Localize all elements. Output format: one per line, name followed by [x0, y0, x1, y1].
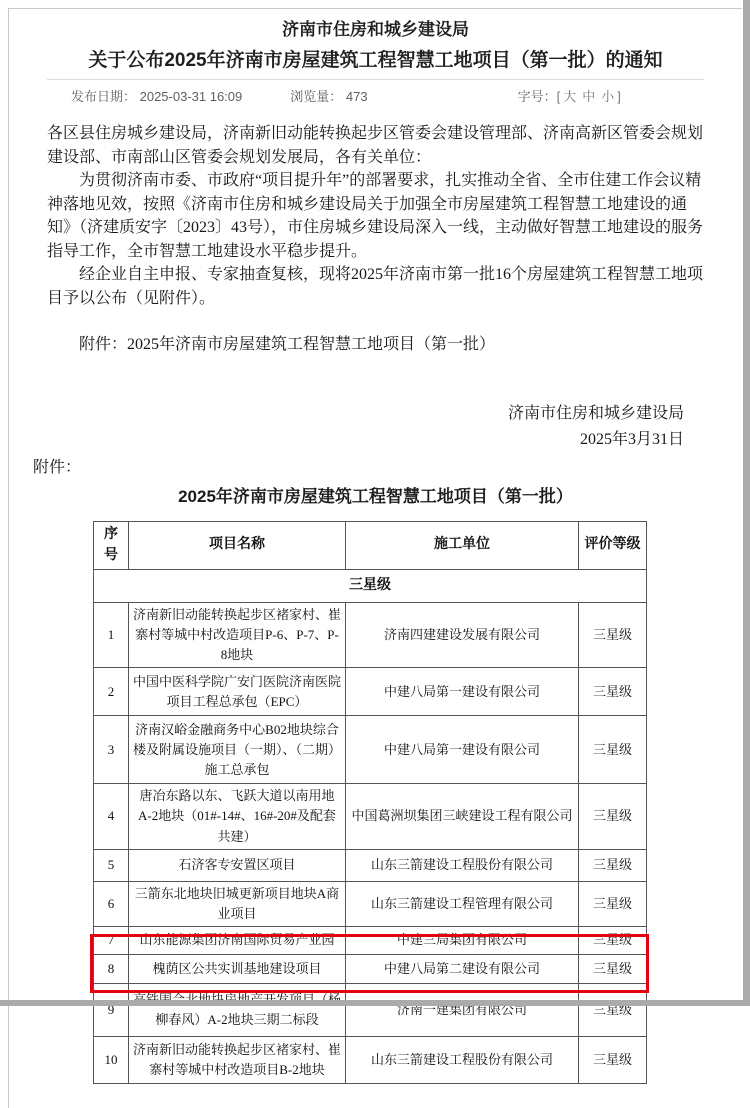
cell-project: 唐冶东路以东、飞跃大道以南用地A-2地块（01#-14#、16#-20#及配套共建） — [129, 784, 346, 849]
org-title: 济南市住房和城乡建设局 — [47, 19, 704, 41]
cell-grade: 三星级 — [579, 602, 647, 667]
cell-no: 6 — [94, 881, 129, 926]
cell-company: 山东三箭建设工程股份有限公司 — [346, 849, 579, 881]
cell-company: 中建八局第一建设有限公司 — [346, 716, 579, 784]
cell-project: 高铁围合北地块房地产开发项目（杨柳春风）A-2地块三期二标段 — [129, 984, 346, 1037]
cell-project: 济南新旧动能转换起步区褚家村、崔寨村等城中村改造项目B-2地块 — [129, 1037, 346, 1084]
attachment-reference: 附件：2025年济南市房屋建筑工程智慧工地项目（第一批） — [47, 333, 704, 357]
cell-company: 中建八局第二建设有限公司 — [346, 955, 579, 984]
table-row — [94, 1037, 647, 1084]
cell-project: 济南新旧动能转换起步区褚家村、崔寨村等城中村改造项目P-6、P-7、P-8地块 — [129, 602, 346, 667]
table-header-row — [94, 521, 647, 569]
view-count: 浏览量： 473 — [290, 86, 367, 105]
cell-project: 中国中医科学院广安门医院济南医院项目工程总承包（EPC） — [129, 668, 346, 716]
page-bottom-edge — [0, 1000, 750, 1006]
cell-grade: 三星级 — [579, 716, 647, 784]
cell-no: 8 — [94, 955, 129, 984]
cell-grade: 三星级 — [579, 955, 647, 984]
signature-block — [47, 401, 704, 453]
fontsize-large-button[interactable]: 大 — [563, 89, 576, 104]
cell-no: 5 — [94, 849, 129, 881]
cell-no: 7 — [94, 927, 129, 955]
fontsize-bracket-close: ] — [617, 89, 621, 104]
table-row — [94, 668, 647, 716]
cell-company: 中建三局集团有限公司 — [346, 927, 579, 955]
fontsize-control — [518, 86, 621, 105]
table-row — [94, 927, 647, 955]
cell-no: 2 — [94, 668, 129, 716]
paragraph: 为贯彻济南市委、市政府“项目提升年”的部署要求，扎实推动全省、全市住建工作会议精神落地见效，按照《济南市住房和城乡建设局关于加强全市房屋建筑工程智慧工地建设的通知》（济建质安字〔2023〕43号），市住房城乡建设局深入一线，主动做好智慧工地建设的服务指导工作，全市智慧工地建设水平稳步提升。 — [47, 169, 704, 263]
header-project: 项目名称 — [129, 521, 346, 569]
header-no: 序号 — [94, 521, 129, 569]
publish-date: 发布日期： 2025-03-31 16:09 — [71, 86, 242, 105]
paragraph: 各区县住房城乡建设局，济南新旧动能转换起步区管委会建设管理部、济南高新区管委会规划建设部、市南部山区管委会规划发展局，各有关单位： — [47, 122, 704, 169]
cell-project: 济南汉峪金融商务中心B02地块综合楼及附属设施项目（一期）、（二期）施工总承包 — [129, 716, 346, 784]
document-body — [47, 122, 704, 310]
table-row — [94, 716, 647, 784]
fontsize-medium-button[interactable]: 中 — [582, 89, 595, 104]
table-row-highlighted — [94, 984, 647, 1037]
cell-project: 三箭东北地块旧城更新项目地块A商业项目 — [129, 881, 346, 926]
fontsize-label: 字号： — [518, 89, 557, 104]
cell-grade: 三星级 — [579, 984, 647, 1037]
cell-project: 石济客专安置区项目 — [129, 849, 346, 881]
table-row — [94, 602, 647, 667]
fontsize-bracket-open: [ — [557, 89, 561, 104]
cell-no: 4 — [94, 784, 129, 849]
doc-title: 关于公布2025年济南市房屋建筑工程智慧工地项目（第一批）的通知 — [47, 49, 704, 73]
cell-company: 山东三箭建设工程管理有限公司 — [346, 881, 579, 926]
header-company: 施工单位 — [346, 521, 579, 569]
fontsize-small-button[interactable]: 小 — [601, 89, 614, 104]
table-row — [94, 955, 647, 984]
paragraph: 经企业自主申报、专家抽查复核，现将2025年济南市第一批16个房屋建筑工程智慧工地项目予以公布（见附件）。 — [47, 263, 704, 310]
signature-org: 济南市住房和城乡建设局 — [47, 401, 684, 427]
cell-company: 中国葛洲坝集团三峡建设工程有限公司 — [346, 784, 579, 849]
cell-no: 10 — [94, 1037, 129, 1084]
cell-company: 中建八局第一建设有限公司 — [346, 668, 579, 716]
attachment-label: 附件： — [33, 457, 704, 479]
cell-company: 济南一建集团有限公司 — [346, 984, 579, 1037]
cell-grade: 三星级 — [579, 881, 647, 926]
table-row — [94, 784, 647, 849]
header-grade: 评价等级 — [579, 521, 647, 569]
page-right-edge — [743, 0, 750, 1006]
document-page — [8, 8, 742, 1108]
meta-bar — [47, 79, 704, 105]
group-label: 三星级 — [94, 569, 647, 602]
cell-no: 1 — [94, 602, 129, 667]
cell-no: 3 — [94, 716, 129, 784]
group-row — [94, 569, 647, 602]
cell-company: 济南四建建设发展有限公司 — [346, 602, 579, 667]
cell-grade: 三星级 — [579, 927, 647, 955]
table-row — [94, 849, 647, 881]
table-title: 2025年济南市房屋建筑工程智慧工地项目（第一批） — [47, 486, 704, 508]
signature-date: 2025年3月31日 — [47, 427, 684, 453]
cell-project: 山东能源集团济南国际贸易产业园 — [129, 927, 346, 955]
table-row — [94, 881, 647, 926]
cell-project: 槐荫区公共实训基地建设项目 — [129, 955, 346, 984]
cell-company: 山东三箭建设工程股份有限公司 — [346, 1037, 579, 1084]
cell-grade: 三星级 — [579, 1037, 647, 1084]
cell-no: 9 — [94, 984, 129, 1037]
cell-grade: 三星级 — [579, 784, 647, 849]
cell-grade: 三星级 — [579, 668, 647, 716]
cell-grade: 三星级 — [579, 849, 647, 881]
